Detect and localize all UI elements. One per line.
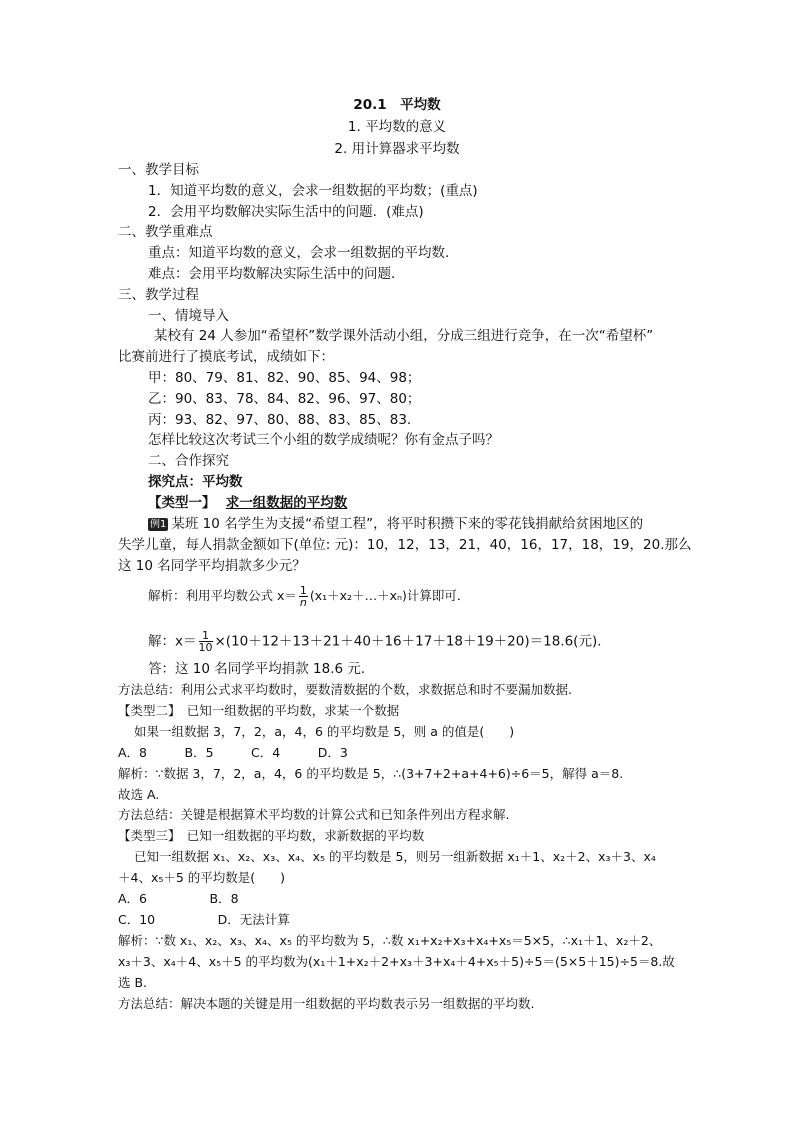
type3-question-2: ＋4、x₅＋5 的平均数是( ) (118, 870, 286, 885)
example1-line-3: 这 10 名同学平均捐款多少元？ (118, 558, 306, 574)
section-key-heading: 二、教学重难点 (118, 224, 213, 240)
type3-options-ab: A．6 B．8 (118, 891, 239, 906)
section-goals-heading: 一、教学目标 (118, 162, 199, 178)
intro-paragraph-1: 某校有 24 人参加“希望杯”数学课外活动小组，分成三组进行竞争，在一次“希望杯” (154, 328, 654, 344)
analysis-suffix: (x₁＋x₂＋…＋xₙ)计算即可． (309, 588, 470, 603)
doc-title: 20.1 平均数 (353, 97, 441, 113)
analysis-prefix: 解析：利用平均数公式 x＝ (148, 588, 297, 603)
example-badge: 例1 (150, 519, 167, 530)
type2-question: 如果一组数据 3，7，2，a，4，6 的平均数是 5，则 a 的值是( ) (134, 724, 515, 739)
type2-options: A．8 B．5 C．4 D．3 (118, 745, 348, 760)
difficult-point: 难点：会用平均数解决实际生活中的问题． (148, 266, 405, 282)
goal-item-1: 1．知道平均数的意义，会求一组数据的平均数；(重点) (148, 183, 478, 199)
fraction-1-over-10: $\frac{1}{10}$ (198, 629, 213, 654)
intro-paragraph-2: 比赛前进行了摸底考试，成绩如下： (118, 349, 334, 365)
type2-heading: 【类型二】 已知一组数据的平均数，求某一个数据 (118, 703, 400, 718)
type3-analysis-3: 选 B. (118, 975, 148, 990)
example1-answer: 答：这 10 名同学平均捐款 18.6 元． (148, 661, 375, 677)
type1-heading (148, 494, 347, 512)
type3-analysis-2: x₃＋3、x₄＋4、x₅＋5 的平均数为(x₁＋1+x₂＋2+x₃＋3+x₄＋4+x₅＋5)÷5＝(5×5＋15)÷5＝8.故 (118, 954, 675, 969)
type2-analysis-2: 故选 A. (118, 787, 160, 802)
solution-suffix: ×(10＋12＋13＋21＋40＋16＋17＋18＋19＋20)＝18.6(元). (214, 633, 602, 650)
type3-heading: 【类型三】 已知一组数据的平均数，求新数据的平均数 (118, 828, 425, 843)
example1-line-2: 失学儿童，每人捐款金额如下(单位: 元)：10，12，13，21，40，16，17，18，19，20.那么 (118, 537, 692, 553)
type3-options-cd: C．10 D．无法计算 (118, 912, 290, 927)
key-point: 重点：知道平均数的意义，会求一组数据的平均数. (148, 245, 450, 261)
fraction-1-over-n: $\frac{1}{n}$ (299, 584, 307, 609)
scores-bing: 丙：93、82、97、80、88、83、85、83. (148, 412, 412, 428)
solution-prefix: 解：x＝ (148, 633, 197, 650)
goal-item-2: 2．会用平均数解决实际生活中的问题．(难点) (148, 204, 424, 220)
explore-point: 探究点：平均数 (148, 474, 243, 490)
intro-heading: 一、情境导入 (148, 308, 229, 324)
section-process-heading: 三、教学过程 (118, 287, 199, 303)
type1-title: 求一组数据的平均数 (225, 495, 348, 511)
type1-bracket: 【类型一】 (148, 495, 216, 511)
type3-summary: 方法总结：解决本题的关键是用一组数据的平均数表示另一组数据的平均数. (118, 996, 535, 1011)
type3-analysis-1: 解析：∵数 x₁、x₂、x₃、x₄、x₅ 的平均数为 5，∴数 x₁+x₂+x₃+x₄+x₅＝5×5，∴x₁＋1、x₂＋2、 (118, 933, 662, 948)
subtitle-1: 1. 平均数的意义 (347, 119, 447, 135)
example1-text-1: 某班 10 名学生为支援“希望工程”，将平时积攒下来的零花钱捐献给贫困地区的 (171, 516, 644, 532)
type3-question-1: 已知一组数据 x₁、x₂、x₃、x₄、x₅ 的平均数是 5，则另一组新数据 x₁＋1、x₂＋2、x₃＋3、x₄ (134, 849, 656, 864)
intro-question: 怎样比较这次考试三个小组的数学成绩呢？你有金点子吗？ (148, 432, 499, 448)
type2-analysis-1: 解析：∵数据 3，7，2，a，4，6 的平均数是 5，∴(3+7+2+a+4+6)÷6＝5，解得 a＝8. (118, 766, 624, 781)
scores-jia: 甲：80、79、81、82、90、85、94、98； (148, 370, 421, 386)
example1-solution (148, 630, 602, 653)
subtitle-2: 2. 用计算器求平均数 (334, 141, 460, 157)
example1-analysis (148, 585, 469, 608)
example1-line-1 (148, 515, 643, 533)
type2-summary: 方法总结：关键是根据算术平均数的计算公式和已知条件列出方程求解. (118, 807, 510, 822)
scores-yi: 乙：90、83、78、84、82、96、97、80； (148, 391, 421, 407)
cooperation-heading: 二、合作探究 (148, 453, 229, 469)
type1-summary: 方法总结：利用公式求平均数时，要数清数据的个数，求数据总和时不要漏加数据. (118, 682, 572, 697)
